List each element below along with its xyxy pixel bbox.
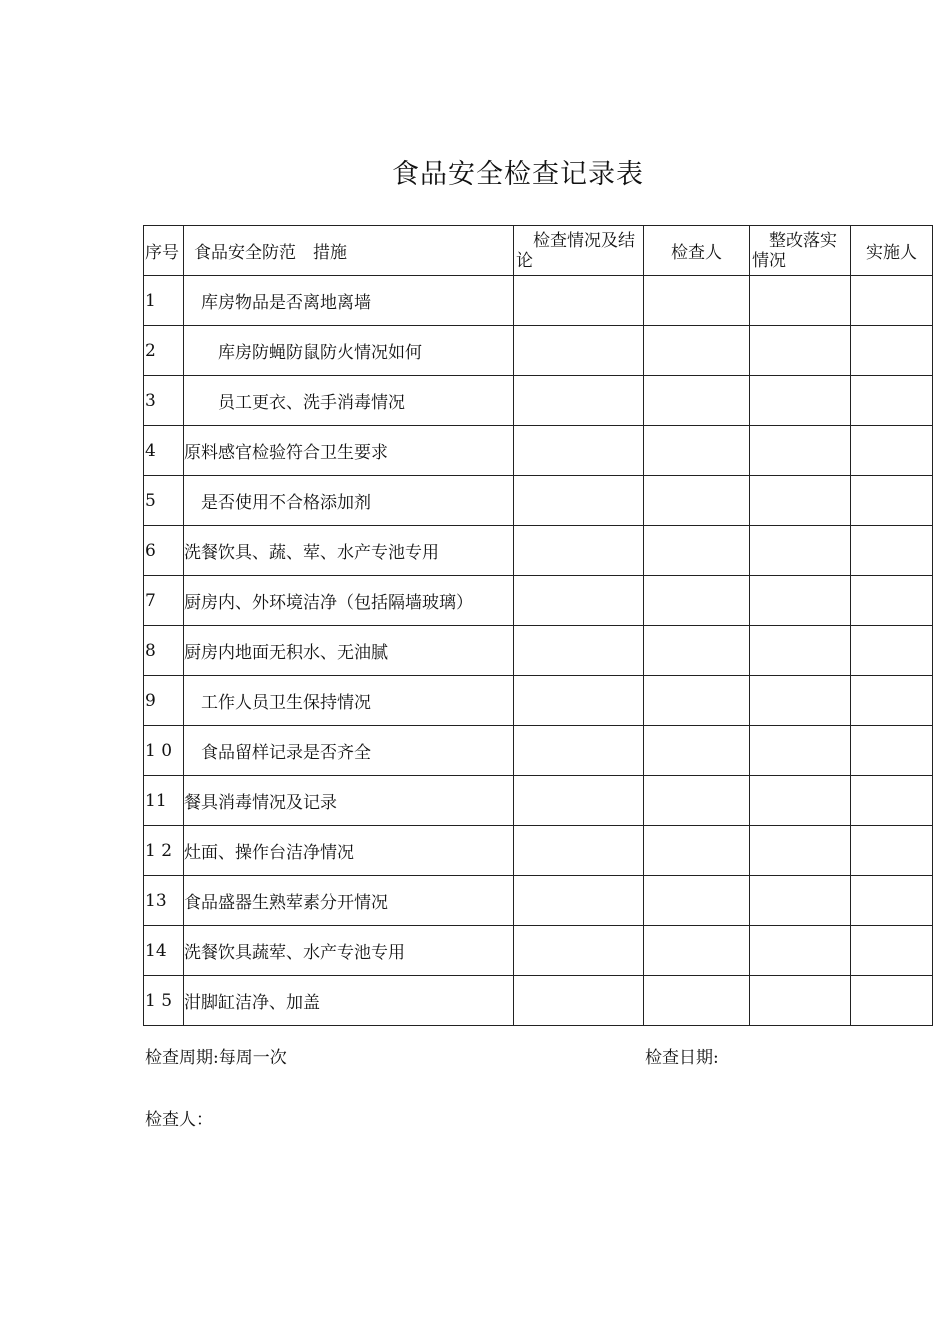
row-item: 食品留样记录是否齐全 bbox=[184, 726, 514, 776]
row-result-cell bbox=[514, 926, 644, 976]
row-inspector-cell bbox=[644, 376, 750, 426]
footer-inspector-label: 检查人： bbox=[145, 1110, 213, 1130]
table-row bbox=[144, 476, 933, 526]
table-row bbox=[144, 776, 933, 826]
row-no: 3 bbox=[144, 376, 184, 426]
row-inspector-cell bbox=[644, 976, 750, 1026]
table-row bbox=[144, 376, 933, 426]
row-inspector-cell bbox=[644, 576, 750, 626]
row-result-cell bbox=[514, 626, 644, 676]
table-header-row bbox=[144, 226, 933, 276]
row-item: 是否使用不合格添加剂 bbox=[184, 476, 514, 526]
row-implementer-cell bbox=[851, 876, 933, 926]
row-result-cell bbox=[514, 676, 644, 726]
row-result-cell bbox=[514, 526, 644, 576]
row-inspector-cell bbox=[644, 726, 750, 776]
row-rectify-cell bbox=[750, 576, 851, 626]
row-implementer-cell bbox=[851, 276, 933, 326]
table-row bbox=[144, 526, 933, 576]
row-rectify-cell bbox=[750, 876, 851, 926]
row-implementer-cell bbox=[851, 676, 933, 726]
table-row bbox=[144, 676, 933, 726]
table-row bbox=[144, 626, 933, 676]
inspection-table bbox=[143, 225, 933, 1026]
row-implementer-cell bbox=[851, 326, 933, 376]
row-result-cell bbox=[514, 826, 644, 876]
header-inspector: 检查人 bbox=[644, 226, 750, 276]
table-row bbox=[144, 326, 933, 376]
row-item: 洗餐饮具蔬荤、水产专池专用 bbox=[184, 926, 514, 976]
row-inspector-cell bbox=[644, 926, 750, 976]
row-implementer-cell bbox=[851, 476, 933, 526]
row-item: 库房物品是否离地离墙 bbox=[184, 276, 514, 326]
row-result-cell bbox=[514, 776, 644, 826]
row-rectify-cell bbox=[750, 676, 851, 726]
header-result: 检查情况及结论 bbox=[514, 226, 644, 276]
row-no: 11 bbox=[144, 776, 184, 826]
row-rectify-cell bbox=[750, 626, 851, 676]
row-result-cell bbox=[514, 876, 644, 926]
row-item: 灶面、操作台洁净情况 bbox=[184, 826, 514, 876]
row-no: 1 bbox=[144, 276, 184, 326]
row-no: 6 bbox=[144, 526, 184, 576]
row-no: 9 bbox=[144, 676, 184, 726]
row-inspector-cell bbox=[644, 426, 750, 476]
header-measure: 食品安全防范 措施 bbox=[184, 226, 514, 276]
row-result-cell bbox=[514, 726, 644, 776]
table-row bbox=[144, 976, 933, 1026]
row-item: 库房防蝇防鼠防火情况如何 bbox=[184, 326, 514, 376]
table-row bbox=[144, 576, 933, 626]
page-title: 食品安全检查记录表 bbox=[392, 159, 644, 190]
row-implementer-cell bbox=[851, 726, 933, 776]
row-item: 原料感官检验符合卫生要求 bbox=[184, 426, 514, 476]
row-inspector-cell bbox=[644, 276, 750, 326]
row-inspector-cell bbox=[644, 626, 750, 676]
row-no: 2 bbox=[144, 326, 184, 376]
row-result-cell bbox=[514, 976, 644, 1026]
row-item: 员工更衣、洗手消毒情况 bbox=[184, 376, 514, 426]
row-rectify-cell bbox=[750, 476, 851, 526]
row-inspector-cell bbox=[644, 676, 750, 726]
row-item: 厨房内、外环境洁净（包括隔墙玻璃） bbox=[184, 576, 514, 626]
row-implementer-cell bbox=[851, 976, 933, 1026]
row-rectify-cell bbox=[750, 376, 851, 426]
row-result-cell bbox=[514, 576, 644, 626]
row-inspector-cell bbox=[644, 826, 750, 876]
row-implementer-cell bbox=[851, 526, 933, 576]
row-implementer-cell bbox=[851, 376, 933, 426]
row-implementer-cell bbox=[851, 776, 933, 826]
row-result-cell bbox=[514, 376, 644, 426]
row-rectify-cell bbox=[750, 776, 851, 826]
row-no: 4 bbox=[144, 426, 184, 476]
row-rectify-cell bbox=[750, 326, 851, 376]
table-row bbox=[144, 426, 933, 476]
row-no: 14 bbox=[144, 926, 184, 976]
row-rectify-cell bbox=[750, 726, 851, 776]
row-no: 7 bbox=[144, 576, 184, 626]
row-rectify-cell bbox=[750, 526, 851, 576]
row-rectify-cell bbox=[750, 826, 851, 876]
table-row bbox=[144, 826, 933, 876]
row-item: 洗餐饮具、蔬、荤、水产专池专用 bbox=[184, 526, 514, 576]
row-no: 1 0 bbox=[144, 726, 184, 776]
row-no: 8 bbox=[144, 626, 184, 676]
row-rectify-cell bbox=[750, 926, 851, 976]
row-implementer-cell bbox=[851, 576, 933, 626]
row-item: 餐具消毒情况及记录 bbox=[184, 776, 514, 826]
row-inspector-cell bbox=[644, 526, 750, 576]
row-inspector-cell bbox=[644, 476, 750, 526]
footer-cycle: 检查周期:每周一次 bbox=[145, 1048, 287, 1068]
row-item: 泔脚缸洁净、加盖 bbox=[184, 976, 514, 1026]
table-row bbox=[144, 276, 933, 326]
row-no: 5 bbox=[144, 476, 184, 526]
row-no: 13 bbox=[144, 876, 184, 926]
row-no: 1 5 bbox=[144, 976, 184, 1026]
row-no: 1 2 bbox=[144, 826, 184, 876]
row-inspector-cell bbox=[644, 876, 750, 926]
footer-date-label: 检查日期: bbox=[645, 1048, 719, 1068]
header-rectify: 整改落实情况 bbox=[750, 226, 851, 276]
row-result-cell bbox=[514, 326, 644, 376]
row-rectify-cell bbox=[750, 976, 851, 1026]
row-rectify-cell bbox=[750, 426, 851, 476]
header-implementer: 实施人 bbox=[851, 226, 933, 276]
table-row bbox=[144, 926, 933, 976]
table-row bbox=[144, 726, 933, 776]
row-item: 工作人员卫生保持情况 bbox=[184, 676, 514, 726]
row-result-cell bbox=[514, 426, 644, 476]
row-result-cell bbox=[514, 276, 644, 326]
row-inspector-cell bbox=[644, 776, 750, 826]
row-result-cell bbox=[514, 476, 644, 526]
row-implementer-cell bbox=[851, 626, 933, 676]
table-row bbox=[144, 876, 933, 926]
header-no: 序号 bbox=[144, 226, 184, 276]
row-implementer-cell bbox=[851, 426, 933, 476]
row-implementer-cell bbox=[851, 926, 933, 976]
row-item: 食品盛器生熟荤素分开情况 bbox=[184, 876, 514, 926]
row-implementer-cell bbox=[851, 826, 933, 876]
row-inspector-cell bbox=[644, 326, 750, 376]
row-rectify-cell bbox=[750, 276, 851, 326]
row-item: 厨房内地面无积水、无油腻 bbox=[184, 626, 514, 676]
